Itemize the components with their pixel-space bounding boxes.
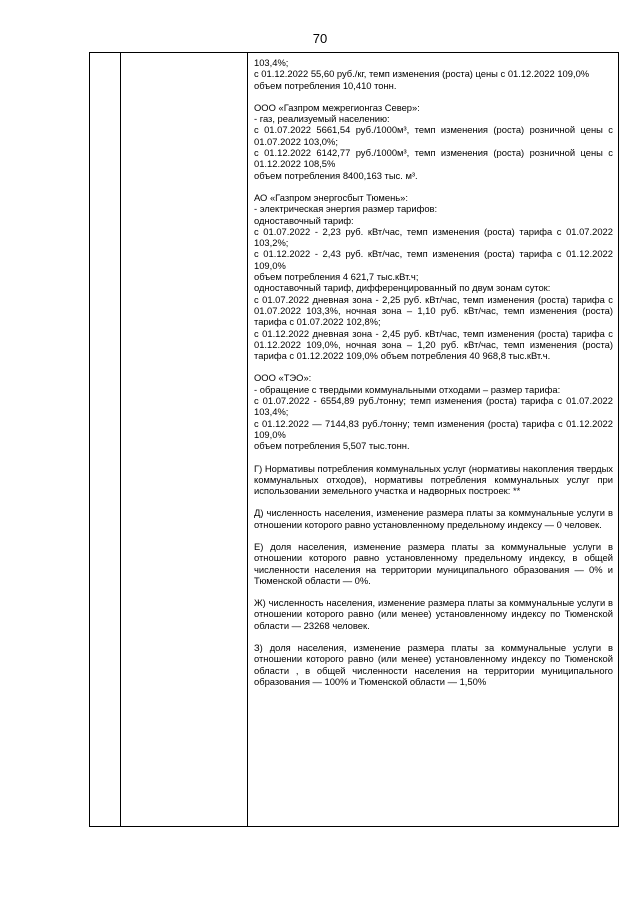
content-line: с 01.12.2022 55,60 руб./кг, темп изменения (роста) цены с 01.12.2022 109,0% bbox=[254, 68, 590, 80]
paragraph-gap bbox=[254, 631, 613, 642]
content-line: с 01.07.2022 5661,54 руб./1000м³, темп изменения (роста) розничной цены с 01.07.2022 103,0%; bbox=[254, 124, 613, 147]
page-number: 70 bbox=[312, 31, 328, 46]
content-line: АО «Газпром энергосбыт Тюмень»: bbox=[254, 191, 408, 203]
content-line: с 01.12.2022 6142,77 руб./1000м³, темп изменения (роста) розничной цены с 01.12.2022 108,5% bbox=[254, 147, 613, 170]
content-line: Е) доля населения, изменение размера платы за коммунальные услуги в отношении которого равно установленному предельному индексу, в общей численности населения на территории муниципального образования — 0% и Тюменской области — 0%. bbox=[254, 540, 613, 586]
content-line: объем потребления 10,410 тонн. bbox=[254, 79, 397, 91]
content-line: одноставочный тариф, дифференцированный по двум зонам суток: bbox=[254, 282, 551, 294]
content-line: - газ, реализуемый населению: bbox=[254, 113, 390, 125]
content-line: Д) численность населения, изменение размера платы за коммунальные услуги в отношении которого равно установленному предельному индексу — 0 человек. bbox=[254, 507, 613, 530]
paragraph-gap bbox=[254, 452, 613, 463]
paragraph-gap bbox=[254, 91, 613, 102]
content-line: Г) Нормативы потребления коммунальных услуг (нормативы накопления твердых коммунальных отходов), нормативы потребления коммунальных услуг при использовании земельного участка и надворных построек: ** bbox=[254, 462, 613, 497]
content-line: Ж) численность населения, изменение размера платы за коммунальные услуги в отношении которого равно (или менее) установленному индексу по Тюменской области — 23268 человек. bbox=[254, 597, 613, 631]
table-cell-content bbox=[248, 53, 619, 827]
paragraph-gap bbox=[254, 496, 613, 507]
paragraph-gap bbox=[254, 181, 613, 192]
paragraph-gap bbox=[254, 586, 613, 597]
content-line: З) доля населения, изменение размера платы за коммунальные услуги в отношении которого равно (или менее) установленному индексу по Тюменской области , в общей численности населения на территории муниципального образования — 100% и Тюменской области — 1,50% bbox=[254, 642, 613, 687]
content-body bbox=[248, 53, 618, 687]
content-line: с 01.07.2022 - 2,23 руб. кВт/час, темп изменения (роста) тарифа с 01.07.2022 103,2%; bbox=[254, 225, 613, 249]
content-line: 103,4%; bbox=[254, 57, 289, 68]
content-line: - электрическая энергия размер тарифов: bbox=[254, 203, 438, 215]
table-row bbox=[90, 53, 619, 827]
paragraph-gap bbox=[254, 530, 613, 541]
table-cell-number bbox=[90, 53, 121, 827]
paragraph-gap bbox=[254, 361, 613, 372]
content-line: с 01.07.2022 - 6554,89 руб./тонну; темп изменения (роста) тарифа с 01.07.2022 103,4%; bbox=[254, 395, 613, 418]
content-line: с 01.12.2022 - 2,43 руб. кВт/час, темп изменения (роста) тарифа с 01.12.2022 109,0% bbox=[254, 248, 613, 271]
content-line: одноставочный тариф: bbox=[254, 214, 354, 226]
content-line: ООО «ТЭО»: bbox=[254, 372, 312, 384]
document-table bbox=[89, 52, 619, 827]
content-line: с 01.12.2022 дневная зона - 2,45 руб. кВт/час, темп изменения (роста) тарифа с 01.12.2022 109,0%, ночная зона – 1,20 руб. кВт/час, темп изменения (роста) тарифа с 01.12.2022 109,0% объем потребления 40 968,8 тыс.кВт.ч. bbox=[254, 327, 613, 362]
table-cell-title bbox=[121, 53, 248, 827]
content-line: объем потребления 4 621,7 тыс.кВт.ч; bbox=[254, 271, 419, 283]
content-line: с 01.12.2022 — 7144,83 руб./тонну; темп изменения (роста) тарифа с 01.12.2022 109,0% bbox=[254, 417, 613, 440]
content-line: - обращение с твердыми коммунальными отходами – размер тарифа: bbox=[254, 383, 561, 395]
content-line: с 01.07.2022 дневная зона - 2,25 руб. кВт/час, темп изменения (роста) тарифа с 01.07.2022 103,3%, ночная зона – 1,10 руб. кВт/час, темп изменения (роста) тарифа с 01.07.2022 102,8%; bbox=[254, 293, 613, 328]
content-line: объем потребления 8400,163 тыс. м³. bbox=[254, 169, 418, 181]
content-line: объем потребления 5,507 тыс.тонн. bbox=[254, 440, 410, 452]
content-line: ООО «Газпром межрегионгаз Север»: bbox=[254, 101, 420, 113]
